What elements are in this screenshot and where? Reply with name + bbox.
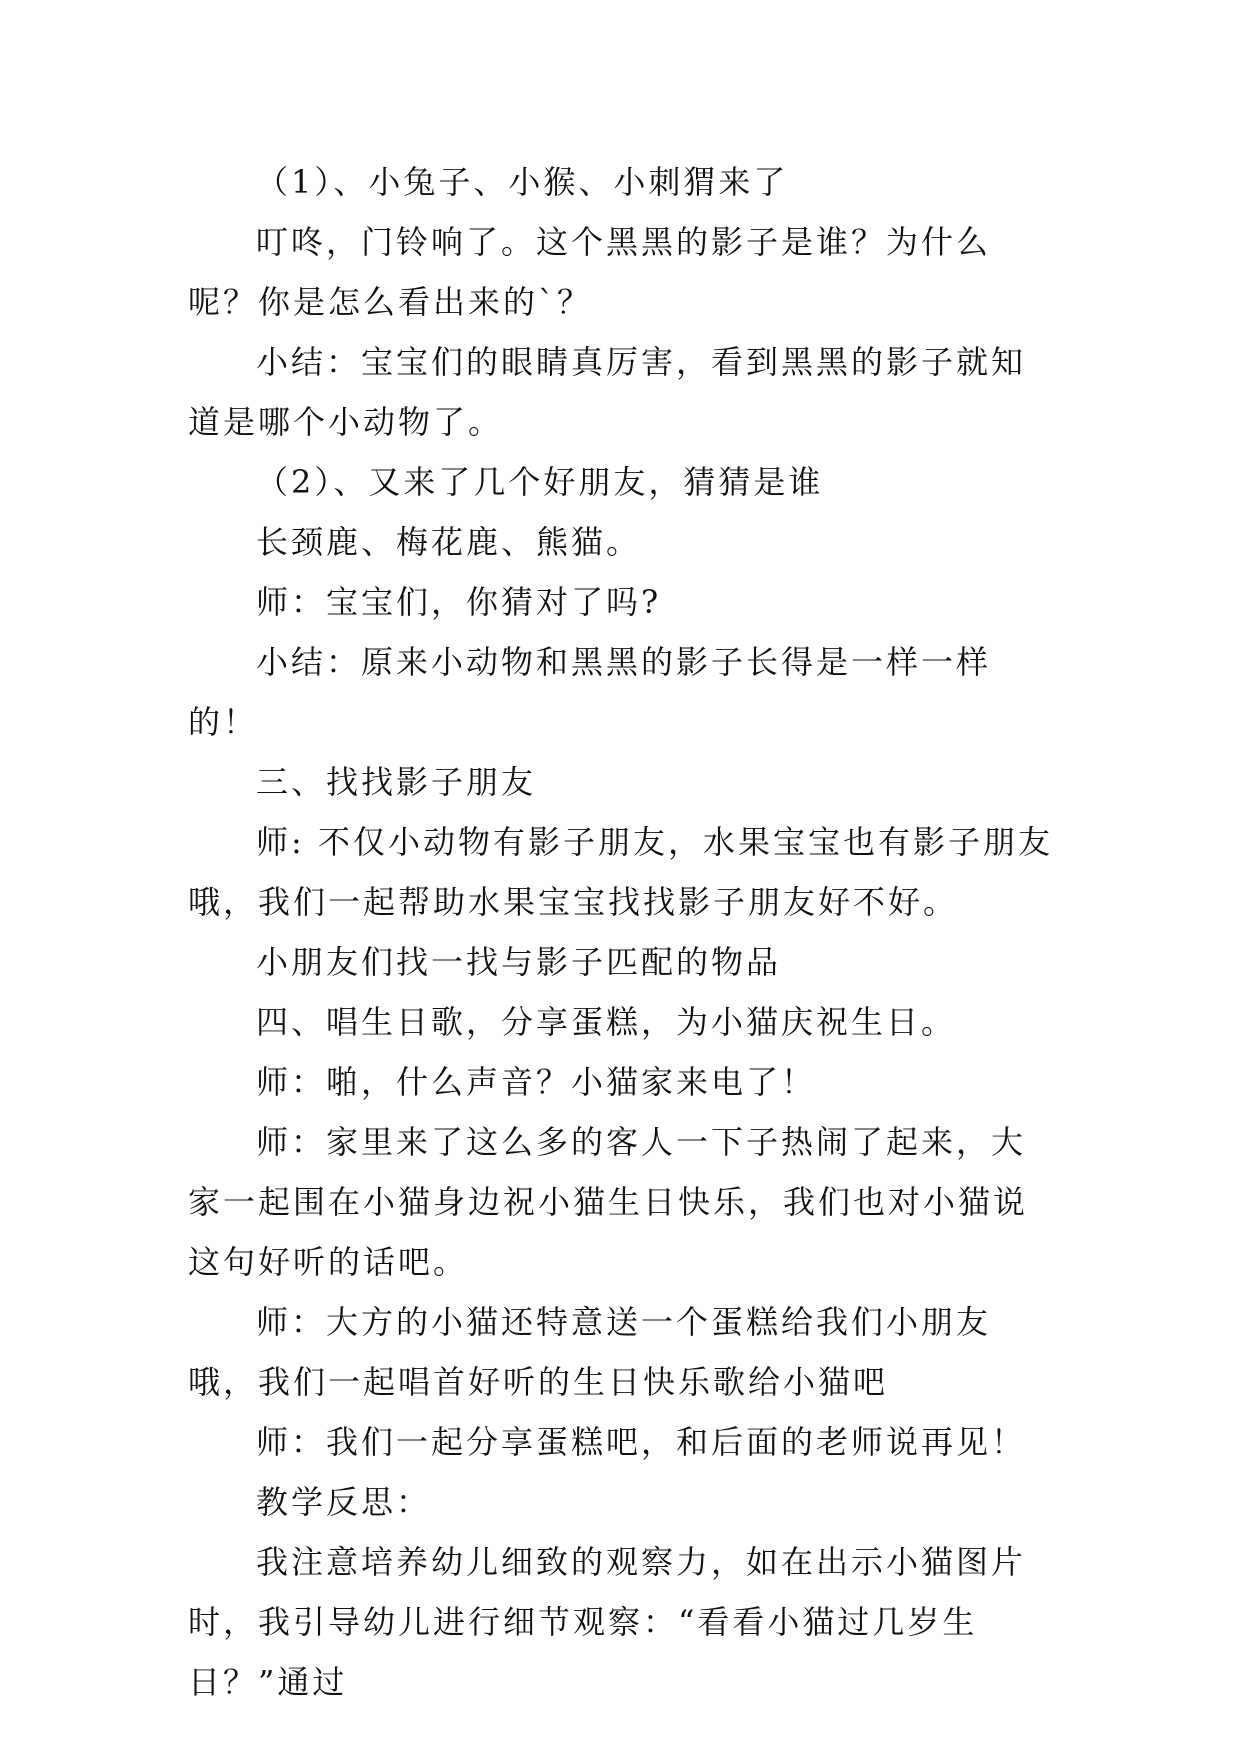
paragraph-2: 叮咚，门铃响了。这个黑黑的影子是谁？为什么呢？你是怎么看出来的`？ [188, 223, 992, 321]
paragraph-1: （1）、小兔子、小猴、小刺猬来了 [256, 163, 789, 201]
paragraph-8: 三、找找影子朋友 [256, 763, 537, 801]
paragraph-4: （2）、又来了几个好朋友，猜猜是谁 [256, 463, 824, 501]
paragraph-3: 小结：宝宝们的眼睛真厉害，看到黑黑的影子就知道是哪个小动物了。 [188, 343, 1027, 441]
paragraph-16: 教学反思： [256, 1483, 432, 1521]
paragraph-9: 师: 不仅小动物有影子朋友，水果宝宝也有影子朋友哦，我们一起帮助水果宝宝找找影子朋友好不好。 [188, 823, 1053, 921]
document-body [188, 152, 1053, 1712]
paragraph-14: 师：大方的小猫还特意送一个蛋糕给我们小朋友哦，我们一起唱首好听的生日快乐歌给小猫吧 [188, 1303, 992, 1401]
paragraph-7: 小结：原来小动物和黑黑的影子长得是一样一样的！ [188, 643, 992, 741]
paragraph-11: 四、唱生日歌，分享蛋糕，为小猫庆祝生日。 [256, 1003, 957, 1041]
paragraph-15: 师：我们一起分享蛋糕吧，和后面的老师说再见！ [256, 1423, 1027, 1461]
paragraph-6: 师：宝宝们，你猜对了吗? [256, 583, 662, 621]
paragraph-17: 我注意培养幼儿细致的观察力，如在出示小猫图片时，我引导幼儿进行细节观察：“看看小猫过几岁生日？”通过 [188, 1543, 1027, 1701]
paragraph-12: 师：啪，什么声音？小猫家来电了！ [256, 1063, 817, 1101]
paragraph-10: 小朋友们找一找与影子匹配的物品 [256, 943, 782, 981]
paragraph-5: 长颈鹿、梅花鹿、熊猫。 [256, 523, 642, 561]
paragraph-13: 师：家里来了这么多的客人一下子热闹了起来，大家一起围在小猫身边祝小猫生日快乐，我们也对小猫说这句好听的话吧。 [188, 1123, 1029, 1281]
